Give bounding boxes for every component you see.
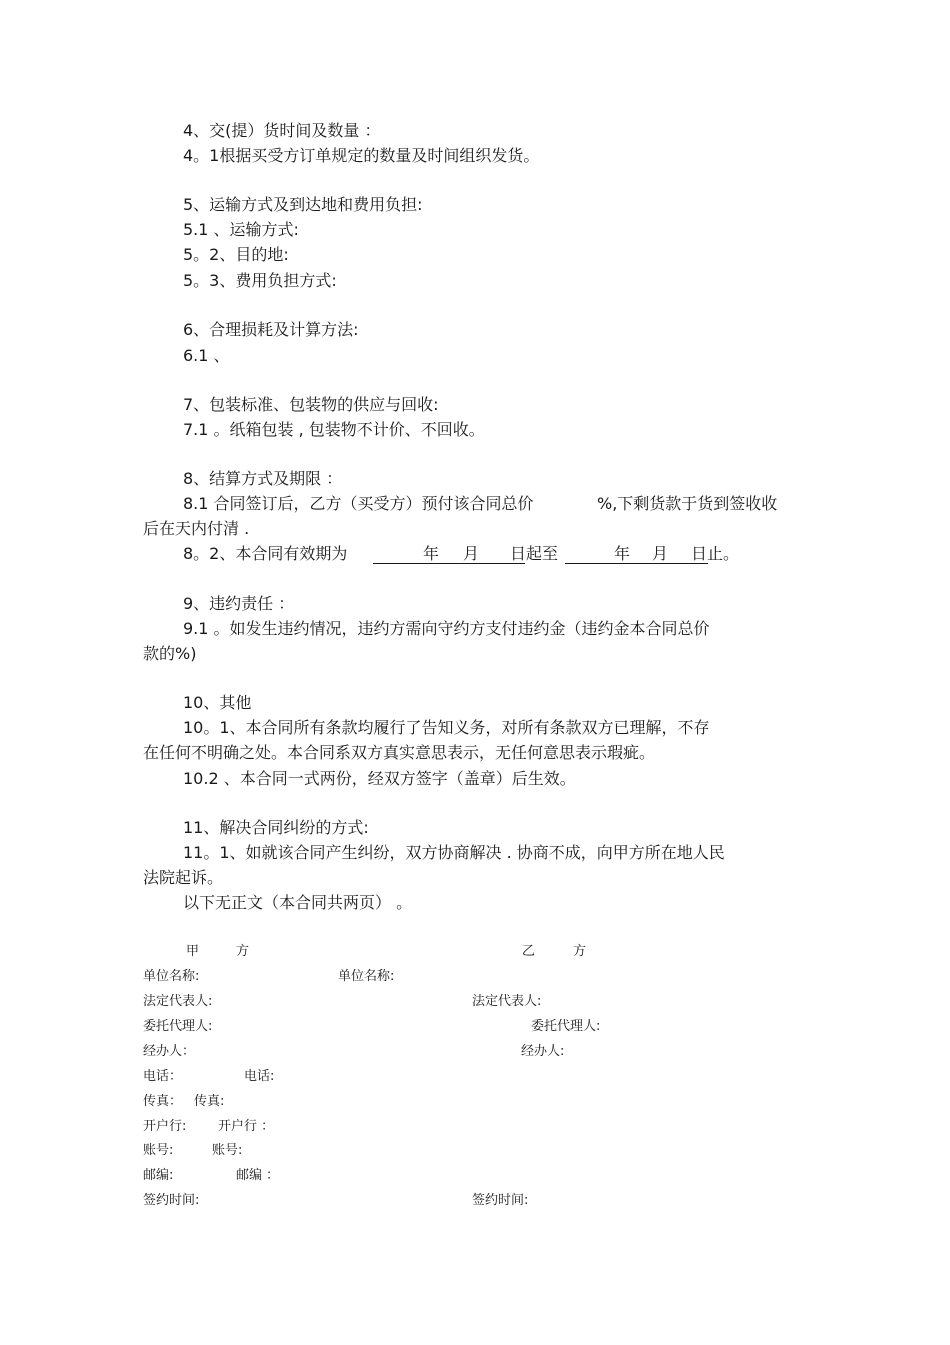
party-b-unit-name: 单位名称: xyxy=(338,969,395,984)
section-8-2 xyxy=(183,544,347,564)
party-b-zip: 邮编 ： xyxy=(236,1168,280,1183)
section-5-2: 5。2、目的地: xyxy=(183,245,289,264)
start-date-blank xyxy=(373,544,559,564)
section-9-1-a: 9.1 。如发生违约情况，违约方需向守约方支付违约金（违约金本合同总价 xyxy=(183,619,710,638)
party-b-fax: 传真: xyxy=(194,1094,225,1109)
party-a-account: 账号: xyxy=(143,1143,174,1158)
section-7-title: 7、包装标准、包装物的供应与回收: xyxy=(183,395,439,414)
party-b-agent: 委托代理人: xyxy=(531,1019,601,1034)
section-10-2: 10.2 、本合同一式两份，经双方签字（盖章）后生效。 xyxy=(183,769,576,788)
section-8-1-b: %,下剩货款于货到签收收 xyxy=(597,494,778,513)
section-7-1: 7.1 。纸箱包装 , 包装物不计价、不回收。 xyxy=(183,420,485,439)
party-b-char-2: 方 xyxy=(573,944,587,959)
section-9-title: 9、违约责任 ： xyxy=(183,594,295,613)
section-11-1-b: 法院起诉。 xyxy=(143,868,224,887)
section-6-title: 6、合理损耗及计算方法: xyxy=(183,320,359,339)
validity-label: 8。2、本合同有效期为 xyxy=(183,544,348,563)
party-a-agent: 委托代理人: xyxy=(143,1019,213,1034)
section-8-title: 8、结算方式及期限 ： xyxy=(183,469,343,488)
party-b-char-1: 乙 xyxy=(522,944,536,959)
party-b-handler: 经办人: xyxy=(521,1044,565,1059)
party-a-unit-name: 单位名称: xyxy=(143,969,200,984)
section-11-1-a: 11。1、如就该合同产生纠纷，双方协商解决 . 协商不成，向甲方所在地人民 xyxy=(183,843,725,862)
end-year-label: 年 xyxy=(614,544,631,563)
party-a-phone: 电话： xyxy=(143,1069,183,1084)
section-10-1-a: 10。1、本合同所有条款均履行了告知义务，对所有条款双方已理解，不存 xyxy=(183,718,710,737)
party-a-sign-date: 签约时间: xyxy=(143,1193,200,1208)
party-a-char-2: 方 xyxy=(236,944,250,959)
party-b-phone: 电话: xyxy=(244,1069,275,1084)
start-year-label: 年 xyxy=(423,544,440,563)
end-of-text-note: 以下无正文（本合同共两页） 。 xyxy=(183,893,413,912)
section-11-title: 11、解决合同纠纷的方式: xyxy=(183,818,369,837)
section-4-title: 4、交(提）货时间及数量 ： xyxy=(183,121,381,140)
section-6-1: 6.1 、 xyxy=(183,346,230,365)
party-a-zip: 邮编: xyxy=(143,1168,174,1183)
section-10-title: 10、其他 xyxy=(183,693,252,712)
party-b-account: 账号: xyxy=(212,1143,243,1158)
party-b-sign-date: 签约时间: xyxy=(472,1193,529,1208)
start-day-label: 日起至 xyxy=(510,544,559,563)
section-8-1-a: 8.1 合同签订后，乙方（买受方）预付该合同总价 xyxy=(183,494,534,513)
party-a-char-1: 甲 xyxy=(186,944,200,959)
party-b-legal-rep: 法定代表人: xyxy=(472,994,542,1009)
section-9-1-b: 款的%) xyxy=(143,644,197,663)
end-date-blank xyxy=(565,544,740,564)
section-4-1: 4。1根据买受方订单规定的数量及时间组织发货。 xyxy=(183,146,540,165)
section-8-1-c: 后在天内付清 . xyxy=(143,519,250,538)
party-a-bank: 开户行: xyxy=(143,1119,187,1134)
section-5-3: 5。3、费用负担方式: xyxy=(183,271,337,290)
end-day-label: 日止。 xyxy=(691,544,740,563)
end-month-label: 月 xyxy=(652,544,669,563)
start-month-label: 月 xyxy=(463,544,480,563)
party-a-fax: 传真： xyxy=(143,1094,183,1109)
section-5-1: 5.1 、运输方式: xyxy=(183,220,299,239)
party-a-handler: 经办人： xyxy=(143,1044,196,1059)
party-b-bank: 开户行 ： xyxy=(218,1119,275,1134)
section-5-title: 5、运输方式及到达地和费用负担: xyxy=(183,195,423,214)
section-10-1-b: 在任何不明确之处。本合同系双方真实意思表示，无任何意思表示瑕疵。 xyxy=(143,743,656,762)
party-a-legal-rep: 法定代表人: xyxy=(143,994,213,1009)
